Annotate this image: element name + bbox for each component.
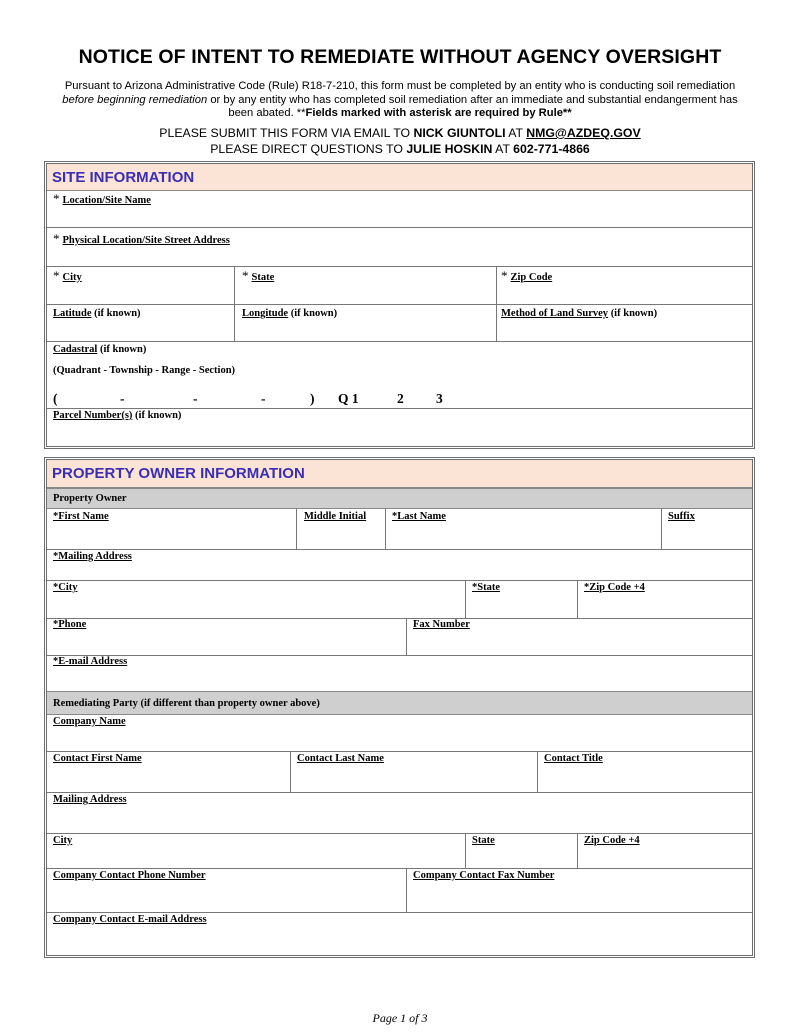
site-state-text: State: [251, 272, 275, 283]
remediating-state-text: State: [472, 835, 495, 846]
contact-title-label: [544, 753, 603, 764]
page-title: NOTICE OF INTENT TO REMEDIATE WITHOUT AGENCY OVERSIGHT: [78, 46, 722, 68]
owner-suffix-text: Suffix: [668, 511, 695, 522]
divider: [47, 751, 752, 752]
location-name-label: [53, 191, 151, 207]
remediating-city-text: City: [53, 835, 73, 846]
divider: [661, 509, 662, 549]
owner-city-text: *City: [53, 582, 78, 593]
latitude-text: Latitude: [53, 308, 92, 319]
divider: [385, 509, 386, 549]
site-information-heading: SITE INFORMATION: [47, 164, 752, 191]
owner-middle-initial-label: [304, 511, 366, 522]
remediating-party-subheading: Remediating Party (if different than property owner above): [47, 691, 752, 715]
cadastral-text: Cadastral: [53, 344, 98, 355]
divider: [47, 618, 752, 619]
required-fields-note: Fields marked with asterisk are required by Rule**: [305, 107, 572, 120]
divider: [47, 266, 752, 267]
submit-instructions: [0, 126, 800, 140]
owner-mailing-address-text: *Mailing Address: [53, 551, 132, 562]
latitude-label: [53, 308, 141, 319]
divider: [47, 792, 752, 793]
owner-last-name-text: *Last Name: [392, 511, 446, 522]
asterisk: *: [53, 268, 60, 283]
divider: [47, 912, 752, 913]
contact-last-name-text: Contact Last Name: [297, 753, 384, 764]
divider: [537, 751, 538, 792]
company-phone-text: Company Contact Phone Number: [53, 870, 206, 881]
site-zip-text: Zip Code: [510, 272, 553, 283]
property-owner-heading: PROPERTY OWNER INFORMATION: [47, 460, 752, 488]
divider: [406, 868, 407, 912]
divider: [47, 341, 752, 342]
company-name-text: Company Name: [53, 716, 126, 727]
cadastral-dash: -: [261, 391, 266, 406]
property-owner-section: [44, 457, 755, 958]
owner-mailing-address-label: [53, 551, 132, 562]
divider: [47, 304, 752, 305]
location-name-text: Location/Site Name: [62, 195, 151, 206]
property-owner-subheading: Property Owner: [47, 488, 752, 509]
owner-first-name-text: *First Name: [53, 511, 109, 522]
questions-text: PLEASE DIRECT QUESTIONS TO: [210, 142, 407, 156]
contact-title-text: Contact Title: [544, 753, 603, 764]
owner-middle-initial-text: Middle Initial: [304, 511, 367, 522]
questions-instructions: [0, 142, 800, 156]
site-information-section: [44, 161, 755, 449]
contact-last-name-label: [297, 753, 384, 764]
submit-contact-name: NICK GIUNTOLI: [413, 126, 506, 140]
cadastral-close-paren: ): [310, 391, 315, 406]
land-survey-label: [501, 308, 657, 319]
asterisk: *: [53, 191, 60, 206]
parcel-number-label: [53, 410, 181, 421]
divider: [47, 580, 752, 581]
divider: [577, 580, 578, 618]
intro-line-3: [40, 107, 760, 121]
if-known-text: (if known): [288, 308, 338, 319]
owner-fax-text: Fax Number: [413, 619, 470, 630]
company-fax-label: [413, 870, 554, 881]
owner-state-label: [472, 582, 500, 593]
if-known-text: (if known): [132, 410, 182, 421]
owner-phone-label: [53, 619, 86, 630]
contact-first-name-label: [53, 753, 142, 764]
parcel-number-text: Parcel Number(s): [53, 410, 133, 421]
remediating-mailing-address-text: Mailing Address: [53, 794, 127, 805]
owner-state-text: *State: [472, 582, 500, 593]
if-known-text: (if known): [97, 344, 147, 355]
company-phone-label: [53, 870, 206, 881]
company-fax-text: Company Contact Fax Number: [413, 870, 555, 881]
divider: [296, 509, 297, 549]
owner-first-name-label: [53, 511, 109, 522]
divider: [47, 655, 752, 656]
company-name-label: [53, 716, 126, 727]
intro-line-3-plain: been abated. **: [228, 107, 306, 120]
site-state-label: [242, 268, 274, 284]
owner-zip-text: *Zip Code +4: [584, 582, 645, 593]
divider: [465, 580, 466, 618]
questions-phone: 602-771-4866: [513, 142, 590, 156]
company-email-text: Company Contact E-mail Address: [53, 914, 207, 925]
questions-at: AT: [492, 142, 514, 156]
divider: [47, 833, 752, 834]
if-known-text: (if known): [608, 308, 658, 319]
cadastral-format: (Quadrant - Township - Range - Section): [53, 365, 236, 376]
cadastral-quadrant-3: 3: [436, 391, 443, 406]
site-city-text: City: [62, 272, 82, 283]
divider: [465, 833, 466, 868]
intro-paragraph: [40, 80, 760, 121]
divider: [577, 833, 578, 868]
submit-at: AT: [505, 126, 527, 140]
cadastral-quadrant-1: Q 1: [338, 391, 359, 406]
remediating-zip-label: [584, 835, 640, 846]
street-address-label: [53, 231, 230, 247]
cadastral-quadrant-2: 2: [397, 391, 404, 406]
intro-line-2-rest: or by any entity who has completed soil remediation after an immediate and substantial endangerment has: [207, 93, 738, 106]
intro-line-2: [40, 94, 760, 108]
divider: [47, 549, 752, 550]
submit-text: PLEASE SUBMIT THIS FORM VIA EMAIL TO: [159, 126, 414, 140]
cadastral-label: [53, 344, 146, 355]
company-email-label: [53, 914, 207, 925]
intro-line-1: Pursuant to Arizona Administrative Code (Rule) R18-7-210, this form must be completed by an entity who is conducting soil remediation: [64, 80, 736, 92]
remediating-state-label: [472, 835, 495, 846]
remediating-zip-text: Zip Code +4: [584, 835, 640, 846]
owner-zip-label: [584, 582, 645, 593]
cadastral-dash: -: [120, 391, 125, 406]
owner-email-text: *E-mail Address: [53, 656, 128, 667]
remediating-mailing-address-label: [53, 794, 127, 805]
divider: [406, 618, 407, 655]
questions-contact-name: JULIE HOSKIN: [406, 142, 493, 156]
asterisk: *: [53, 231, 60, 246]
owner-phone-text: *Phone: [53, 619, 87, 630]
intro-italic: before beginning remediation: [62, 93, 208, 106]
page-number: Page 1 of 3: [372, 1011, 428, 1025]
owner-last-name-label: [392, 511, 446, 522]
site-city-label: [53, 268, 82, 284]
divider: [290, 751, 291, 792]
divider: [47, 408, 752, 409]
longitude-text: Longitude: [242, 308, 289, 319]
asterisk: *: [242, 268, 249, 283]
cadastral-dash: -: [193, 391, 198, 406]
if-known-text: (if known): [91, 308, 141, 319]
divider: [47, 227, 752, 228]
street-address-text: Physical Location/Site Street Address: [62, 235, 230, 246]
submit-email-link[interactable]: NMG@AZDEQ.GOV: [526, 126, 641, 140]
asterisk: *: [501, 268, 508, 283]
contact-first-name-text: Contact First Name: [53, 753, 142, 764]
longitude-label: [242, 308, 337, 319]
remediating-city-label: [53, 835, 72, 846]
cadastral-open-paren: (: [53, 391, 58, 406]
site-zip-label: [501, 268, 552, 284]
land-survey-text: Method of Land Survey: [501, 308, 609, 319]
divider: [47, 868, 752, 869]
owner-email-label: [53, 656, 127, 667]
owner-city-label: [53, 582, 78, 593]
owner-fax-label: [413, 619, 470, 630]
owner-suffix-label: [668, 511, 695, 522]
